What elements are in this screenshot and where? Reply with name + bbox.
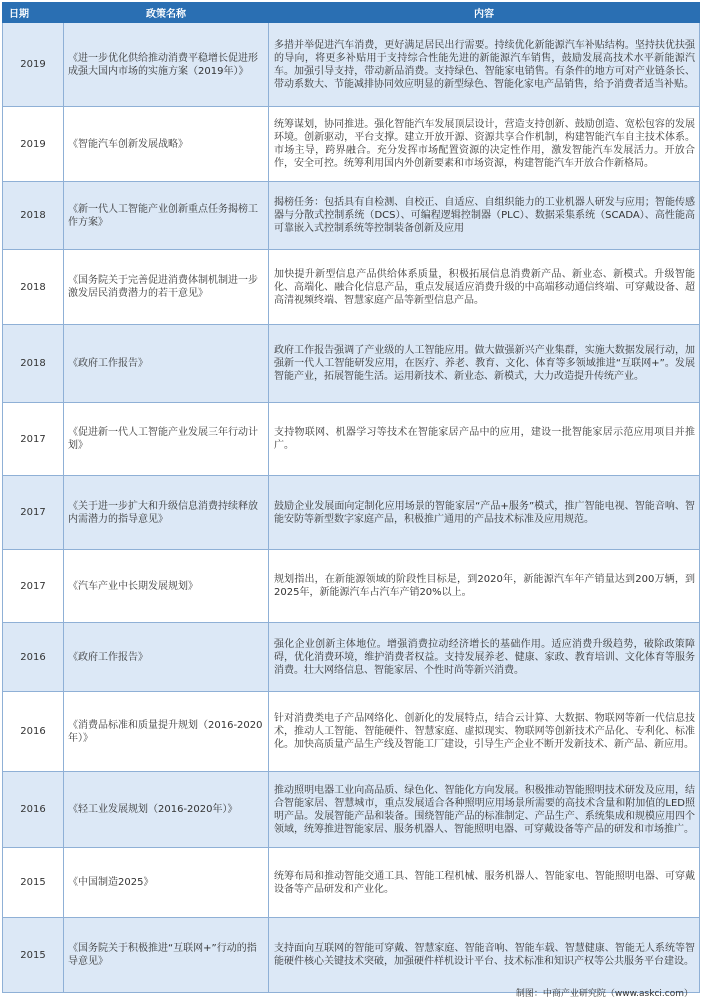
cell-date: 2015 — [3, 918, 64, 993]
cell-content: 推动照明电器工业向高品质、绿色化、智能化方向发展。积极推动智能照明技术研发及应用，结合智能家居、智慧城市，重点发展适合各种照明应用场景所需要的高技术含量和附加值的LED照明产品。发展智能产品和装备。围绕智能产品的标准制定、产品生产、系统集成和规模应用四个领域，统筹推进智能家居、服务机器人、智能照明电器、可穿戴设备等产品的研发和市场推广。 — [269, 772, 700, 848]
cell-date: 2018 — [3, 250, 64, 325]
table-row — [3, 623, 700, 692]
cell-policy: 《关于进一步扩大和升级信息消费持续释放内需潜力的指导意见》 — [64, 476, 269, 550]
table-row — [3, 918, 700, 993]
cell-date: 2017 — [3, 476, 64, 550]
cell-date: 2017 — [3, 550, 64, 623]
cell-content: 统筹布局和推动智能交通工具、智能工程机械、服务机器人、智能家电、智能照明电器、可穿戴设备等产品研发和产业化。 — [269, 848, 700, 918]
cell-content: 揭榜任务：包括具有自检测、自校正、自适应、自组织能力的工业机器人研发与应用；智能传感器与分散式控制系统（DCS）、可编程逻辑控制器（PLC）、数据采集系统（SCADA）、高性能高可靠嵌入式控制系统等控制装备创新及应用 — [269, 182, 700, 250]
cell-policy: 《中国制造2025》 — [64, 848, 269, 918]
cell-policy: 《新一代人工智能产业创新重点任务揭榜工作方案》 — [64, 182, 269, 250]
cell-date: 2017 — [3, 403, 64, 476]
cell-date: 2019 — [3, 107, 64, 182]
cell-content: 政府工作报告强调了产业级的人工智能应用。做大做强新兴产业集群，实施大数据发展行动，加强新一代人工智能研发应用，在医疗、养老、教育、文化、体育等多领域推进“互联网+”。发展智能产业，拓展智能生活。运用新技术、新业态、新模式，大力改造提升传统产业。 — [269, 325, 700, 403]
page — [0, 2, 701, 1002]
table-row — [3, 23, 700, 107]
cell-date: 2016 — [3, 772, 64, 848]
cell-policy: 《国务院关于积极推进“互联网+”行动的指导意见》 — [64, 918, 269, 993]
table-row — [3, 772, 700, 848]
table-row — [3, 107, 700, 182]
policy-table — [2, 2, 700, 993]
cell-policy: 《轻工业发展规划（2016-2020年）》 — [64, 772, 269, 848]
cell-policy: 《政府工作报告》 — [64, 325, 269, 403]
table-row — [3, 182, 700, 250]
table-row — [3, 403, 700, 476]
cell-content: 支持物联网、机器学习等技术在智能家居产品中的应用，建设一批智能家居示范应用项目并推广。 — [269, 403, 700, 476]
table-row — [3, 250, 700, 325]
cell-policy: 《智能汽车创新发展战略》 — [64, 107, 269, 182]
cell-content: 多措并举促进汽车消费，更好满足居民出行需要。持续优化新能源汽车补贴结构。坚持扶优扶强的导向，将更多补贴用于支持综合性能先进的新能源汽车销售，鼓励发展高技术水平新能源汽车。加强引导支持，带动新品消费。支持绿色、智能家电销售。有条件的地方可对产业链条长、带动系数大、节能减排协同效应明显的新型绿色、智能化家电产品销售，给予消费者适当补贴。 — [269, 23, 700, 107]
header-content: 内容 — [269, 3, 700, 23]
header-policy: 政策名称 — [64, 3, 269, 23]
cell-content: 加快提升新型信息产品供给体系质量，积极拓展信息消费新产品、新业态、新模式。升级智能化、高端化、融合化信息产品，重点发展适应消费升级的中高端移动通信终端、可穿戴设备、超高清视频终端、智慧家庭产品等新型信息产品。 — [269, 250, 700, 325]
cell-date: 2015 — [3, 848, 64, 918]
cell-date: 2016 — [3, 623, 64, 692]
cell-policy: 《政府工作报告》 — [64, 623, 269, 692]
table-row — [3, 848, 700, 918]
table-row — [3, 692, 700, 772]
header-date: 日期 — [3, 3, 64, 23]
source-credit: 制图：中商产业研究院（www.askci.com） — [515, 989, 693, 999]
cell-date: 2018 — [3, 325, 64, 403]
cell-content: 支持面向互联网的智能可穿戴、智慧家庭、智能音响、智能车载、智慧健康、智能无人系统等智能硬件核心关键技术突破，加强硬件样机设计平台、技术标准和知识产权等公共服务平台建设。 — [269, 918, 700, 993]
cell-content: 规划指出，在新能源领域的阶段性目标是，到2020年，新能源汽车年产销量达到200万辆，到2025年，新能源汽车占汽车产销20%以上。 — [269, 550, 700, 623]
table-row — [3, 550, 700, 623]
cell-policy: 《促进新一代人工智能产业发展三年行动计划》 — [64, 403, 269, 476]
table-header-row — [3, 3, 700, 23]
cell-policy: 《进一步优化供给推动消费平稳增长促进形成强大国内市场的实施方案（2019年）》 — [64, 23, 269, 107]
cell-content: 强化企业创新主体地位。增强消费拉动经济增长的基础作用。适应消费升级趋势，破除政策障碍，优化消费环境，维护消费者权益。支持发展养老、健康、家政、教育培训、文化体育等服务消费。壮大网络信息、智能家居、个性时尚等新兴消费。 — [269, 623, 700, 692]
cell-date: 2019 — [3, 23, 64, 107]
cell-content: 统筹谋划，协同推进。强化智能汽车发展顶层设计，营造支持创新、鼓励创造、宽松包容的发展环境。创新驱动，平台支撑。建立开放开源、资源共享合作机制，构建智能汽车自主技术体系。市场主导，跨界融合。充分发挥市场配置资源的决定性作用，激发智能汽车发展活力。开放合作，安全可控。统筹利用国内外创新要素和市场资源，构建智能汽车开放合作新格局。 — [269, 107, 700, 182]
cell-policy: 《消费品标准和质量提升规划（2016-2020年）》 — [64, 692, 269, 772]
cell-date: 2016 — [3, 692, 64, 772]
cell-policy: 《国务院关于完善促进消费体制机制进一步激发居民消费潜力的若干意见》 — [64, 250, 269, 325]
table-row — [3, 476, 700, 550]
cell-date: 2018 — [3, 182, 64, 250]
cell-policy: 《汽车产业中长期发展规划》 — [64, 550, 269, 623]
table-row — [3, 325, 700, 403]
cell-content: 针对消费类电子产品网络化、创新化的发展特点，结合云计算、大数据、物联网等新一代信息技术，推动人工智能、智能硬件、智慧家庭、虚拟现实、物联网等创新技术产品化、专利化、标准化。加快高质量产品生产线及智能工厂建设，引导生产企业不断开发新技术、新产品、新应用。 — [269, 692, 700, 772]
cell-content: 鼓励企业发展面向定制化应用场景的智能家居“产品+服务”模式，推广智能电视、智能音响、智能安防等新型数字家庭产品，积极推广通用的产品技术标准及应用规范。 — [269, 476, 700, 550]
